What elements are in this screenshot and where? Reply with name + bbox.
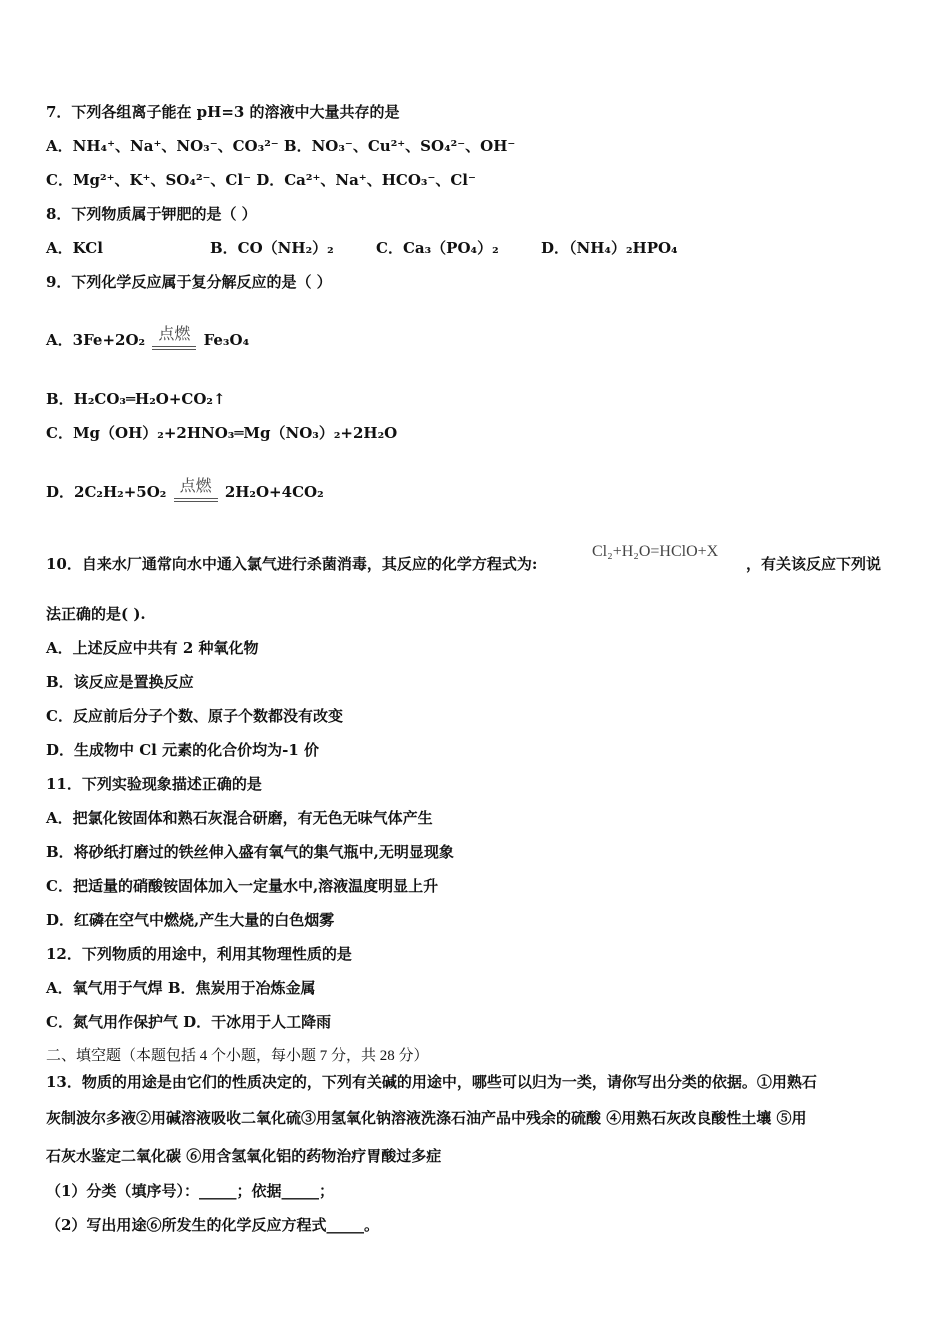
- q13-subquestion-2: （2）写出用途⑥所发生的化学反应方程式_____。: [46, 1216, 379, 1234]
- q11-option-d: D．红磷在空气中燃烧,产生大量的白色烟雾: [46, 911, 335, 929]
- q10-option-d: D．生成物中 Cl 元素的化合价均为-1 价: [46, 741, 319, 759]
- q9-option-a-arrow: [152, 324, 196, 350]
- q9-option-b: B．H₂CO₃═H₂O+CO₂↑: [46, 390, 226, 408]
- q12-options-ab: A．氧气用于气焊 B．焦炭用于冶炼金属: [46, 979, 316, 997]
- q11-stem: 11．下列实验现象描述正确的是: [46, 775, 262, 793]
- q9-option-a-reactants: A．3Fe+2O₂: [46, 331, 146, 349]
- q9-option-d-equal-sign: [174, 498, 218, 502]
- q8-option-a: A．KCl: [46, 239, 103, 257]
- q11-option-a: A．把氯化铵固体和熟石灰混合研磨，有无色无味气体产生: [46, 809, 433, 827]
- q9-option-d-arrow: [174, 476, 218, 502]
- q8-stem: 8．下列物质属于钾肥的是（ ）: [46, 205, 257, 223]
- q9-option-a: [46, 324, 250, 350]
- q10-stem-part1: 10．自来水厂通常向水中通入氯气进行杀菌消毒，其反应的化学方程式为:: [46, 555, 538, 573]
- q8-option-d: D．（NH₄）₂HPO₄: [541, 239, 678, 257]
- q7-options-ab: A．NH₄⁺、Na⁺、NO₃⁻、CO₃²⁻ B．NO₃⁻、Cu²⁺、SO₄²⁻、OH⁻: [46, 137, 516, 155]
- section-heading: 二、填空题（本题包括 4 个小题，每小题 7 分，共 28 分）: [46, 1048, 429, 1064]
- q9-option-a-condition: 点燃: [158, 324, 191, 343]
- q7-options-cd: C．Mg²⁺、K⁺、SO₄²⁻、Cl⁻ D．Ca²⁺、Na⁺、HCO₃⁻、Cl⁻: [46, 171, 476, 189]
- q9-option-a-products: Fe₃O₄: [203, 331, 250, 349]
- q13-line2: 灰制波尔多液②用碱溶液吸收二氧化硫③用氢氧化钠溶液洗涤石油产品中残余的硫酸 ④用熟石灰改良酸性土壤 ⑤用: [46, 1109, 807, 1127]
- q9-option-c: C．Mg（OH）₂+2HNO₃═Mg（NO₃）₂+2H₂O: [46, 424, 398, 442]
- q11-option-b: B．将砂纸打磨过的铁丝伸入盛有氧气的集气瓶中,无明显现象: [46, 843, 454, 861]
- q9-option-d: [46, 476, 324, 502]
- q10-option-b: B．该反应是置换反应: [46, 673, 194, 691]
- q10-option-a: A．上述反应中共有 2 种氧化物: [46, 639, 259, 657]
- q9-option-d-products: 2H₂O+4CO₂: [224, 483, 324, 501]
- q8-option-b: B．CO（NH₂）₂: [210, 239, 334, 257]
- q11-option-c: C．把适量的硝酸铵固体加入一定量水中,溶液温度明显上升: [46, 877, 439, 895]
- q10-stem-part3: 法正确的是( ).: [46, 605, 146, 623]
- q7-stem: 7．下列各组离子能在 pH=3 的溶液中大量共存的是: [46, 103, 400, 121]
- q10-stem-part2: ，有关该反应下列说: [746, 555, 882, 573]
- q12-options-cd: C．氮气用作保护气 D．干冰用于人工降雨: [46, 1013, 332, 1031]
- q9-option-a-equal-sign: [152, 346, 196, 350]
- q10-option-c: C．反应前后分子个数、原子个数都没有改变: [46, 707, 343, 725]
- q13-line3: 石灰水鉴定二氧化碳 ⑥用含氢氧化铝的药物治疗胃酸过多症: [46, 1147, 442, 1165]
- q9-stem: 9．下列化学反应属于复分解反应的是（ ）: [46, 273, 332, 291]
- q13-subquestion-1: （1）分类（填序号）：_____；依据_____；: [46, 1182, 334, 1200]
- q13-line1: 13．物质的用途是由它们的性质决定的，下列有关碱的用途中，哪些可以归为一类，请你写出分类的依据。①用熟石: [46, 1073, 817, 1091]
- q8-option-c: C．Ca₃（PO₄）₂: [376, 239, 499, 257]
- q10-equation: Cl₂+H₂O=HClO+X: [592, 543, 719, 560]
- q12-stem: 12．下列物质的用途中，利用其物理性质的是: [46, 945, 352, 963]
- q9-option-d-reactants: D．2C₂H₂+5O₂: [46, 483, 167, 501]
- q9-option-d-condition: 点燃: [179, 476, 212, 495]
